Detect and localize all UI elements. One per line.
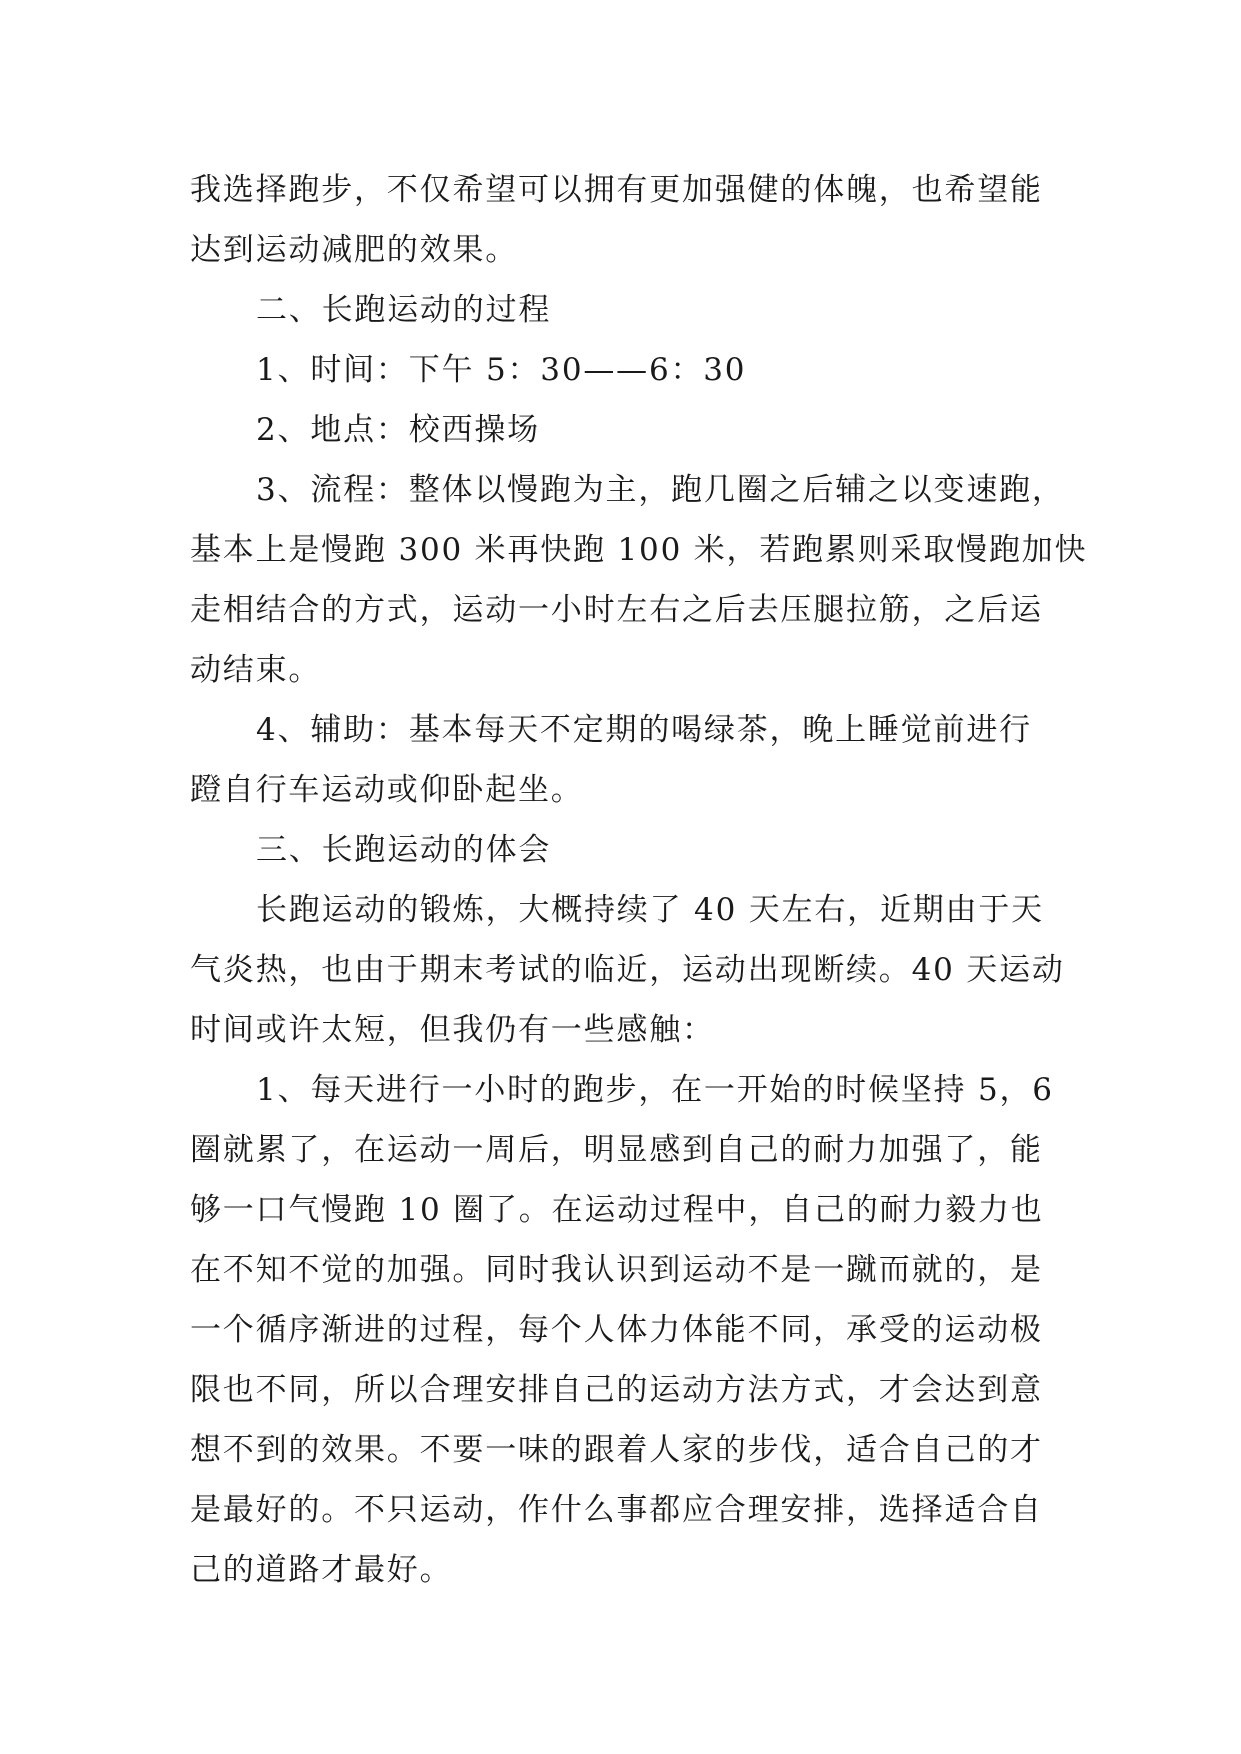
text-line: 是最好的。不只运动，作什么事都应合理安排，选择适合自 <box>190 1492 1043 1528</box>
text-line: 动结束。 <box>190 652 322 688</box>
paragraph <box>190 460 1088 700</box>
text-line: 够一口气慢跑 10 圈了。在运动过程中，自己的耐力毅力也 <box>190 1192 1044 1228</box>
paragraph <box>190 1060 1054 1600</box>
text-line: 我选择跑步，不仅希望可以拥有更加强健的体魄，也希望能 <box>190 172 1043 208</box>
text-line: 在不知不觉的加强。同时我认识到运动不是一蹴而就的，是 <box>190 1252 1043 1288</box>
text-line: 圈就累了，在运动一周后，明显感到自己的耐力加强了，能 <box>190 1132 1043 1168</box>
text-line: 3、流程：整体以慢跑为主，跑几圈之后辅之以变速跑， <box>256 472 1065 508</box>
paragraph <box>190 700 1050 820</box>
paragraph <box>190 340 1050 400</box>
text-line: 走相结合的方式，运动一小时左右之后去压腿拉筋，之后运 <box>190 592 1043 628</box>
text-line: 蹬自行车运动或仰卧起坐。 <box>190 772 584 808</box>
text-line: 想不到的效果。不要一味的跟着人家的步伐，适合自己的才 <box>190 1432 1043 1468</box>
text-line: 二、长跑运动的过程 <box>256 292 552 328</box>
document-body <box>190 160 1088 1600</box>
text-line: 长跑运动的锻炼，大概持续了 40 天左右，近期由于天 <box>256 892 1044 928</box>
paragraph <box>190 400 1050 460</box>
text-line: 一个循序渐进的过程，每个人体力体能不同，承受的运动极 <box>190 1312 1043 1348</box>
text-line: 三、长跑运动的体会 <box>256 832 552 868</box>
paragraph <box>190 880 1065 1060</box>
text-line: 气炎热，也由于期末考试的临近，运动出现断续。40 天运动 <box>190 952 1065 988</box>
text-line: 己的道路才最好。 <box>190 1552 453 1588</box>
paragraph <box>190 820 1050 880</box>
text-line: 基本上是慢跑 300 米再快跑 100 米，若跑累则采取慢跑加快 <box>190 532 1088 568</box>
paragraph <box>190 280 1050 340</box>
text-line: 限也不同，所以合理安排自己的运动方法方式，才会达到意 <box>190 1372 1043 1408</box>
text-line: 1、时间：下午 5：30——6：30 <box>256 352 747 388</box>
text-line: 达到运动减肥的效果。 <box>190 232 518 268</box>
text-line: 4、辅助：基本每天不定期的喝绿茶，晚上睡觉前进行 <box>256 712 1032 748</box>
paragraph <box>190 160 1050 280</box>
text-line: 时间或许太短，但我仍有一些感触： <box>190 1012 715 1048</box>
text-line: 2、地点：校西操场 <box>256 412 540 448</box>
text-line: 1、每天进行一小时的跑步，在一开始的时候坚持 5，6 <box>256 1072 1054 1108</box>
